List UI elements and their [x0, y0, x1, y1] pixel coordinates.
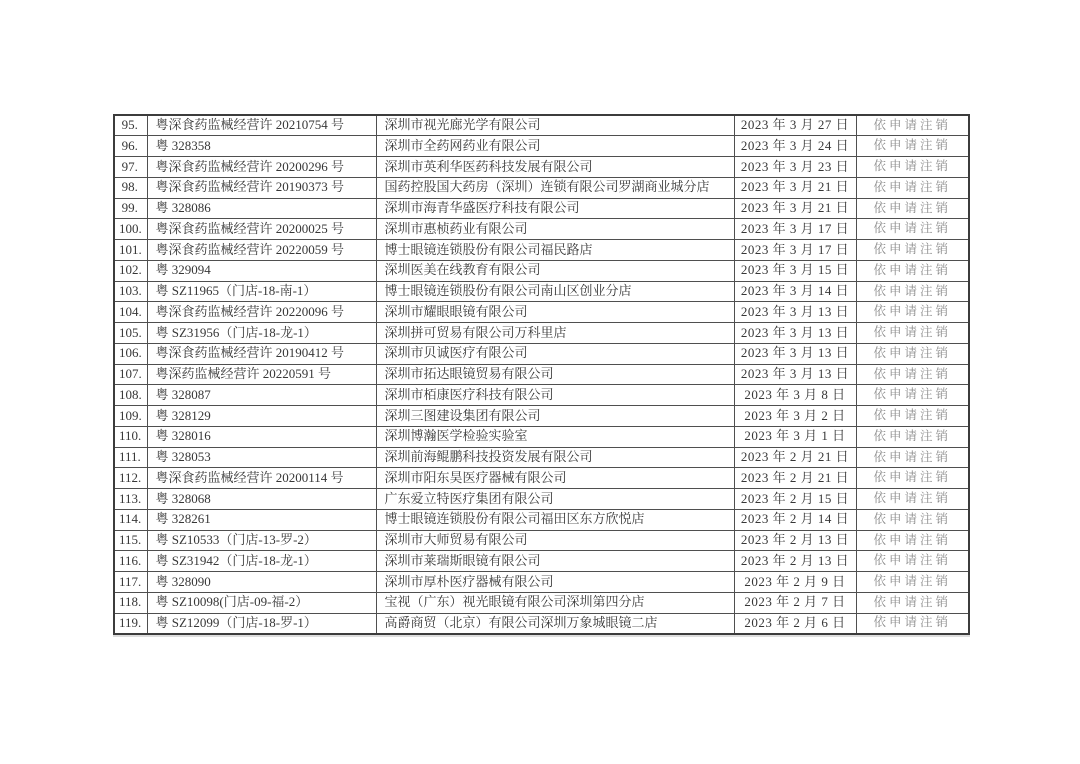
row-number-cell: 99.: [114, 198, 147, 219]
status-cell: 依申请注销: [856, 592, 969, 613]
license-no-cell: 粤深食药监械经营许 20220096 号: [147, 302, 376, 323]
license-no-cell: 粤 328087: [147, 385, 376, 406]
status-cell: 依申请注销: [856, 468, 969, 489]
table-row: [114, 302, 969, 323]
status-cell: 依申请注销: [856, 426, 969, 447]
status-cell: 依申请注销: [856, 219, 969, 240]
license-no-cell: 粤 328016: [147, 426, 376, 447]
license-no-cell: 粤 328358: [147, 136, 376, 157]
status-cell: 依申请注销: [856, 489, 969, 510]
status-cell: 依申请注销: [856, 530, 969, 551]
table-row: [114, 530, 969, 551]
status-cell: 依申请注销: [856, 364, 969, 385]
cancel-date-cell: 2023 年 3 月 23 日: [734, 157, 856, 178]
row-number-cell: 109.: [114, 406, 147, 427]
company-name-cell: 博士眼镜连锁股份有限公司福田区东方欣悦店: [376, 509, 734, 530]
cancel-date-cell: 2023 年 3 月 8 日: [734, 385, 856, 406]
license-no-cell: 粤 328129: [147, 406, 376, 427]
company-name-cell: 深圳市海青华盛医疗科技有限公司: [376, 198, 734, 219]
status-cell: 依申请注销: [856, 385, 969, 406]
license-no-cell: 粤 328261: [147, 509, 376, 530]
cancel-date-cell: 2023 年 3 月 17 日: [734, 240, 856, 261]
company-name-cell: 深圳市栢康医疗科技有限公司: [376, 385, 734, 406]
cancel-date-cell: 2023 年 2 月 15 日: [734, 489, 856, 510]
row-number-cell: 119.: [114, 613, 147, 634]
row-number-cell: 113.: [114, 489, 147, 510]
license-no-cell: 粤深食药监械经营许 20200114 号: [147, 468, 376, 489]
license-no-cell: 粤深食药监械经营许 20200025 号: [147, 219, 376, 240]
table-row: [114, 447, 969, 468]
row-number-cell: 118.: [114, 592, 147, 613]
cancel-date-cell: 2023 年 3 月 17 日: [734, 219, 856, 240]
cancel-date-cell: 2023 年 3 月 15 日: [734, 260, 856, 281]
company-name-cell: 高爵商贸（北京）有限公司深圳万象城眼镜二店: [376, 613, 734, 634]
table-row: [114, 343, 969, 364]
table-row: [114, 157, 969, 178]
license-no-cell: 粤 SZ10098(门店-09-福-2）: [147, 592, 376, 613]
cancel-date-cell: 2023 年 2 月 7 日: [734, 592, 856, 613]
license-no-cell: 粤 SZ31942（门店-18-龙-1）: [147, 551, 376, 572]
company-name-cell: 深圳市耀眼眼镜有限公司: [376, 302, 734, 323]
row-number-cell: 111.: [114, 447, 147, 468]
status-cell: 依申请注销: [856, 323, 969, 344]
cancel-date-cell: 2023 年 3 月 13 日: [734, 323, 856, 344]
cancel-date-cell: 2023 年 3 月 21 日: [734, 198, 856, 219]
table-row: [114, 406, 969, 427]
table-row: [114, 281, 969, 302]
table-row: [114, 115, 969, 136]
row-number-cell: 105.: [114, 323, 147, 344]
status-cell: 依申请注销: [856, 572, 969, 593]
table-row: [114, 613, 969, 634]
license-no-cell: 粤深药监械经营许 20220591 号: [147, 364, 376, 385]
company-name-cell: 深圳拼可贸易有限公司万科里店: [376, 323, 734, 344]
company-name-cell: 宝视（广东）视光眼镜有限公司深圳第四分店: [376, 592, 734, 613]
license-cancellation-table: [113, 114, 970, 635]
table-row: [114, 177, 969, 198]
row-number-cell: 97.: [114, 157, 147, 178]
status-cell: 依申请注销: [856, 136, 969, 157]
table-row: [114, 198, 969, 219]
row-number-cell: 106.: [114, 343, 147, 364]
table-row: [114, 572, 969, 593]
license-table-body: [114, 115, 969, 634]
row-number-cell: 110.: [114, 426, 147, 447]
cancel-date-cell: 2023 年 2 月 13 日: [734, 530, 856, 551]
row-number-cell: 102.: [114, 260, 147, 281]
license-no-cell: 粤 328053: [147, 447, 376, 468]
table-row: [114, 323, 969, 344]
company-name-cell: 深圳医美在线教育有限公司: [376, 260, 734, 281]
cancel-date-cell: 2023 年 2 月 6 日: [734, 613, 856, 634]
row-number-cell: 114.: [114, 509, 147, 530]
status-cell: 依申请注销: [856, 343, 969, 364]
company-name-cell: 深圳市大师贸易有限公司: [376, 530, 734, 551]
company-name-cell: 深圳市惠桢药业有限公司: [376, 219, 734, 240]
license-no-cell: 粤深食药监械经营许 20190412 号: [147, 343, 376, 364]
company-name-cell: 深圳市莱瑞斯眼镜有限公司: [376, 551, 734, 572]
cancel-date-cell: 2023 年 3 月 1 日: [734, 426, 856, 447]
license-no-cell: 粤 SZ11965（门店-18-南-1）: [147, 281, 376, 302]
row-number-cell: 112.: [114, 468, 147, 489]
row-number-cell: 101.: [114, 240, 147, 261]
table-row: [114, 426, 969, 447]
license-no-cell: 粤 328086: [147, 198, 376, 219]
company-name-cell: 深圳市贝诚医疗有限公司: [376, 343, 734, 364]
company-name-cell: 深圳市阳东昊医疗器械有限公司: [376, 468, 734, 489]
company-name-cell: 深圳市全药网药业有限公司: [376, 136, 734, 157]
status-cell: 依申请注销: [856, 509, 969, 530]
table-row: [114, 592, 969, 613]
status-cell: 依申请注销: [856, 281, 969, 302]
license-no-cell: 粤 329094: [147, 260, 376, 281]
row-number-cell: 96.: [114, 136, 147, 157]
row-number-cell: 116.: [114, 551, 147, 572]
company-name-cell: 深圳前海鲲鹏科技投资发展有限公司: [376, 447, 734, 468]
cancel-date-cell: 2023 年 2 月 14 日: [734, 509, 856, 530]
table-row: [114, 509, 969, 530]
status-cell: 依申请注销: [856, 115, 969, 136]
row-number-cell: 103.: [114, 281, 147, 302]
license-no-cell: 粤深食药监械经营许 20210754 号: [147, 115, 376, 136]
company-name-cell: 深圳市拓达眼镜贸易有限公司: [376, 364, 734, 385]
table-row: [114, 260, 969, 281]
cancel-date-cell: 2023 年 2 月 9 日: [734, 572, 856, 593]
table-row: [114, 468, 969, 489]
row-number-cell: 117.: [114, 572, 147, 593]
cancel-date-cell: 2023 年 3 月 13 日: [734, 364, 856, 385]
license-no-cell: 粤 328090: [147, 572, 376, 593]
company-name-cell: 深圳市厚朴医疗器械有限公司: [376, 572, 734, 593]
status-cell: 依申请注销: [856, 157, 969, 178]
cancel-date-cell: 2023 年 3 月 2 日: [734, 406, 856, 427]
license-no-cell: 粤深食药监械经营许 20190373 号: [147, 177, 376, 198]
table-row: [114, 489, 969, 510]
table-row: [114, 136, 969, 157]
cancel-date-cell: 2023 年 2 月 21 日: [734, 447, 856, 468]
table-row: [114, 385, 969, 406]
license-no-cell: 粤 SZ10533（门店-13-罗-2）: [147, 530, 376, 551]
cancel-date-cell: 2023 年 3 月 21 日: [734, 177, 856, 198]
company-name-cell: 博士眼镜连锁股份有限公司福民路店: [376, 240, 734, 261]
status-cell: 依申请注销: [856, 240, 969, 261]
cancel-date-cell: 2023 年 3 月 13 日: [734, 343, 856, 364]
status-cell: 依申请注销: [856, 177, 969, 198]
table-row: [114, 219, 969, 240]
cancel-date-cell: 2023 年 3 月 13 日: [734, 302, 856, 323]
row-number-cell: 107.: [114, 364, 147, 385]
row-number-cell: 115.: [114, 530, 147, 551]
status-cell: 依申请注销: [856, 447, 969, 468]
status-cell: 依申请注销: [856, 613, 969, 634]
company-name-cell: 深圳市英利华医药科技发展有限公司: [376, 157, 734, 178]
license-no-cell: 粤 SZ12099（门店-18-罗-1）: [147, 613, 376, 634]
license-no-cell: 粤 SZ31956（门店-18-龙-1）: [147, 323, 376, 344]
company-name-cell: 深圳博瀚医学检验实验室: [376, 426, 734, 447]
row-number-cell: 108.: [114, 385, 147, 406]
status-cell: 依申请注销: [856, 406, 969, 427]
table-row: [114, 240, 969, 261]
cancel-date-cell: 2023 年 2 月 13 日: [734, 551, 856, 572]
row-number-cell: 100.: [114, 219, 147, 240]
row-number-cell: 98.: [114, 177, 147, 198]
company-name-cell: 深圳市视光廊光学有限公司: [376, 115, 734, 136]
cancel-date-cell: 2023 年 2 月 21 日: [734, 468, 856, 489]
status-cell: 依申请注销: [856, 551, 969, 572]
license-no-cell: 粤深食药监械经营许 20200296 号: [147, 157, 376, 178]
cancel-date-cell: 2023 年 3 月 24 日: [734, 136, 856, 157]
table-row: [114, 551, 969, 572]
status-cell: 依申请注销: [856, 302, 969, 323]
status-cell: 依申请注销: [856, 260, 969, 281]
company-name-cell: 广东爱立特医疗集团有限公司: [376, 489, 734, 510]
row-number-cell: 104.: [114, 302, 147, 323]
row-number-cell: 95.: [114, 115, 147, 136]
company-name-cell: 国药控股国大药房（深圳）连锁有限公司罗湖商业城分店: [376, 177, 734, 198]
company-name-cell: 深圳三图建设集团有限公司: [376, 406, 734, 427]
company-name-cell: 博士眼镜连锁股份有限公司南山区创业分店: [376, 281, 734, 302]
table-row: [114, 364, 969, 385]
cancel-date-cell: 2023 年 3 月 14 日: [734, 281, 856, 302]
status-cell: 依申请注销: [856, 198, 969, 219]
cancel-date-cell: 2023 年 3 月 27 日: [734, 115, 856, 136]
license-no-cell: 粤深食药监械经营许 20220059 号: [147, 240, 376, 261]
license-no-cell: 粤 328068: [147, 489, 376, 510]
